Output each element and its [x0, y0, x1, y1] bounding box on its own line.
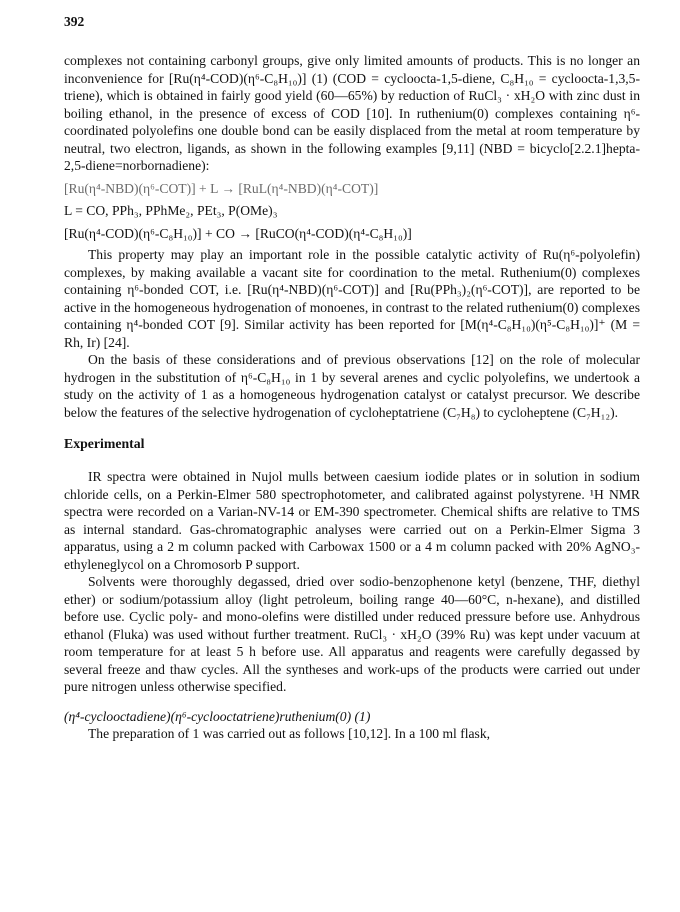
paragraph-intro: complexes not containing carbonyl groups, give only limited amounts of products. This is no longer an inconvenience for [Ru(η⁴-COD)(η⁶-C₈H₁₀)] (1) (COD = cycloocta-1,5-diene, C₈H₁₀ = cycloocta-1,3,5-triene), which is obtained in fairly good yield (60—65%) by reduction of RuCl₃ · xH₂O with zinc dust in boiling ethanol, in the presence of excess of COD [10]. In ruthenium(0) complexes containing η⁶-coordinated polyolefins one double bond can be easily displaced from the metal at room temperature by neutral, two electron, ligands, as shown in the following examples [9,11] (NBD = bicyclo[2.2.1]hepta-2,5-diene=norbornadiene): — [64, 53, 640, 173]
equation-nbd-cot: [Ru(η⁴-NBD)(η⁶-COT)] + L → [RuL(η⁴-NBD)(η⁴-COT)] — [64, 180, 379, 196]
ligand-list: L = CO, PPh₃, PPhMe₂, PEt₃, P(OMe)₃ — [64, 203, 278, 218]
page-number: 392 — [64, 14, 85, 29]
paragraph-study-aim: On the basis of these considerations and of previous observations [12] on the role of molecular hydrogen in the substitution of η⁶-C₈H₁₀ in 1 by several arenes and cyclic polyolefins, we undertook a study on the activity of 1 as a homogeneous hydrogenation catalyst or catalyst precursor. We describe below the features of the selective hydrogenation of cycloheptatriene (C₇H₈) to cycloheptene (C₇H₁₂). — [64, 352, 640, 420]
section-heading-experimental: Experimental — [64, 436, 145, 451]
paragraph-solvents: Solvents were thoroughly degassed, dried over sodio-benzophenone ketyl (benzene, THF, diethyl ether) or sodium/potassium alloy (light petroleum, boiling range 40—60°C, n-hexane), and distilled before use. Cyclic poly- and mono-olefins were distilled under reduced pressure before use. Anhydrous ethanol (Fluka) was used without further treatment. RuCl₃ · xH₂O (39% Ru) was kept under vacuum at room temperature for at least 5 h before use. All apparatus and reagents were carefully degassed by several freeze and thaw cycles. All the syntheses and work-ups of the products were carried out under pure nitrogen unless otherwise specified. — [64, 574, 640, 694]
paragraph-instrumentation: IR spectra were obtained in Nujol mulls between caesium iodide plates or in solution in sodium chloride cells, on a Perkin-Elmer 580 spectrophotometer, and calibrated against polystyrene. ¹H NMR spectra were recorded on a Varian-NV-14 or EM-390 spectrometer. Chemical shifts are relative to TMS as internal standard. Gas-chromatographic analyses were carried out on a Perkin-Elmer Sigma 3 apparatus, using a 2 m column packed with Carbowax 1500 or a 4 m column packed with 20% AgNO₃-ethyleneglycol on a Chromosorb P support. — [64, 469, 640, 572]
compound-heading: (η⁴-cyclooctadiene)(η⁶-cyclooctatriene)ruthenium(0) (1) — [64, 708, 371, 724]
paragraph-catalytic-activity: This property may play an important role in the possible catalytic activity of Ru(η⁶-polyolefin) complexes, by making available a vacant site for coordination to the metal. Ruthenium(0) complexes containing η⁶-bonded COT, i.e. [Ru(η⁴-NBD)(η⁶-COT)] and [Ru(PPh₃)₂(η⁶-COT)], are reported to be active in the homogeneous hydrogenation of monoenes, in contrast to the related ruthenium(0) complexes containing η⁴-bonded COT [9]. Similar activity has been reported for [M(η⁴-C₈H₁₀)(η⁵-C₈H₁₀)]⁺ (M = Rh, Ir) [24]. — [64, 247, 640, 350]
paragraph-preparation: The preparation of 1 was carried out as follows [10,12]. In a 100 ml flask, — [88, 726, 491, 741]
equation-cod-co: [Ru(η⁴-COD)(η⁶-C₈H₁₀)] + CO → [RuCO(η⁴-COD)(η⁴-C₈H₁₀)] — [64, 225, 412, 241]
